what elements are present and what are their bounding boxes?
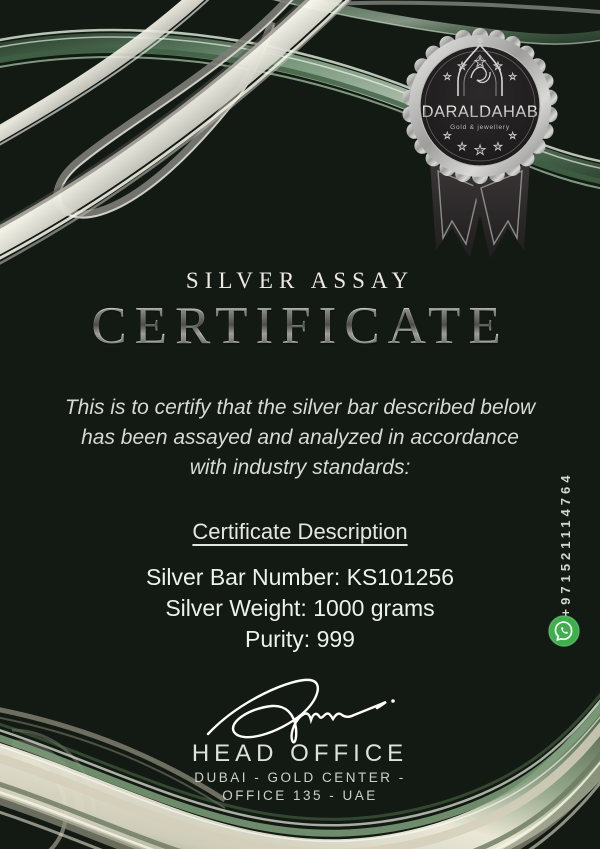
medal-badge-svg	[392, 14, 572, 264]
certificate-intro	[0, 393, 600, 483]
svg-text:★: ★	[508, 130, 517, 141]
phone-number-vertical: +971521114764	[558, 471, 573, 617]
certificate-subtitle: SILVER ASSAY	[185, 268, 415, 293]
svg-text:★: ★	[457, 140, 467, 153]
svg-text:★: ★	[443, 130, 452, 141]
whatsapp-icon[interactable]	[548, 615, 580, 647]
intro-line-3: with industry standards:	[189, 456, 411, 479]
badge-tagline-text: Gold & jewellery	[450, 124, 510, 131]
certificate-title: CERTIFICATE	[0, 296, 600, 356]
intro-line-1: This is to certify that the silver bar described below	[64, 396, 536, 419]
svg-text:★: ★	[443, 71, 452, 82]
address-line-1: DUBAI - GOLD CENTER -	[194, 770, 406, 785]
purity: Purity: 999	[245, 626, 355, 652]
badge-brand-text: DARALDAHAB	[421, 103, 539, 121]
intro-line-2: has been assayed and analyzed in accordance	[81, 426, 519, 449]
svg-text:★: ★	[473, 54, 487, 70]
svg-text:★: ★	[493, 60, 503, 73]
svg-text:★: ★	[508, 71, 517, 82]
silver-bar-number: Silver Bar Number: KS101256	[145, 564, 455, 590]
svg-text:★: ★	[473, 142, 487, 158]
description-heading: Certificate Description	[192, 519, 408, 544]
address-line-2: OFFICE 135 - UAE	[222, 788, 378, 803]
svg-text:★: ★	[493, 140, 503, 153]
silver-weight: Silver Weight: 1000 grams	[165, 595, 435, 621]
description-items	[0, 562, 600, 655]
signature	[200, 670, 405, 748]
head-office-label: HEAD OFFICE	[191, 740, 409, 767]
svg-text:★: ★	[457, 60, 467, 73]
